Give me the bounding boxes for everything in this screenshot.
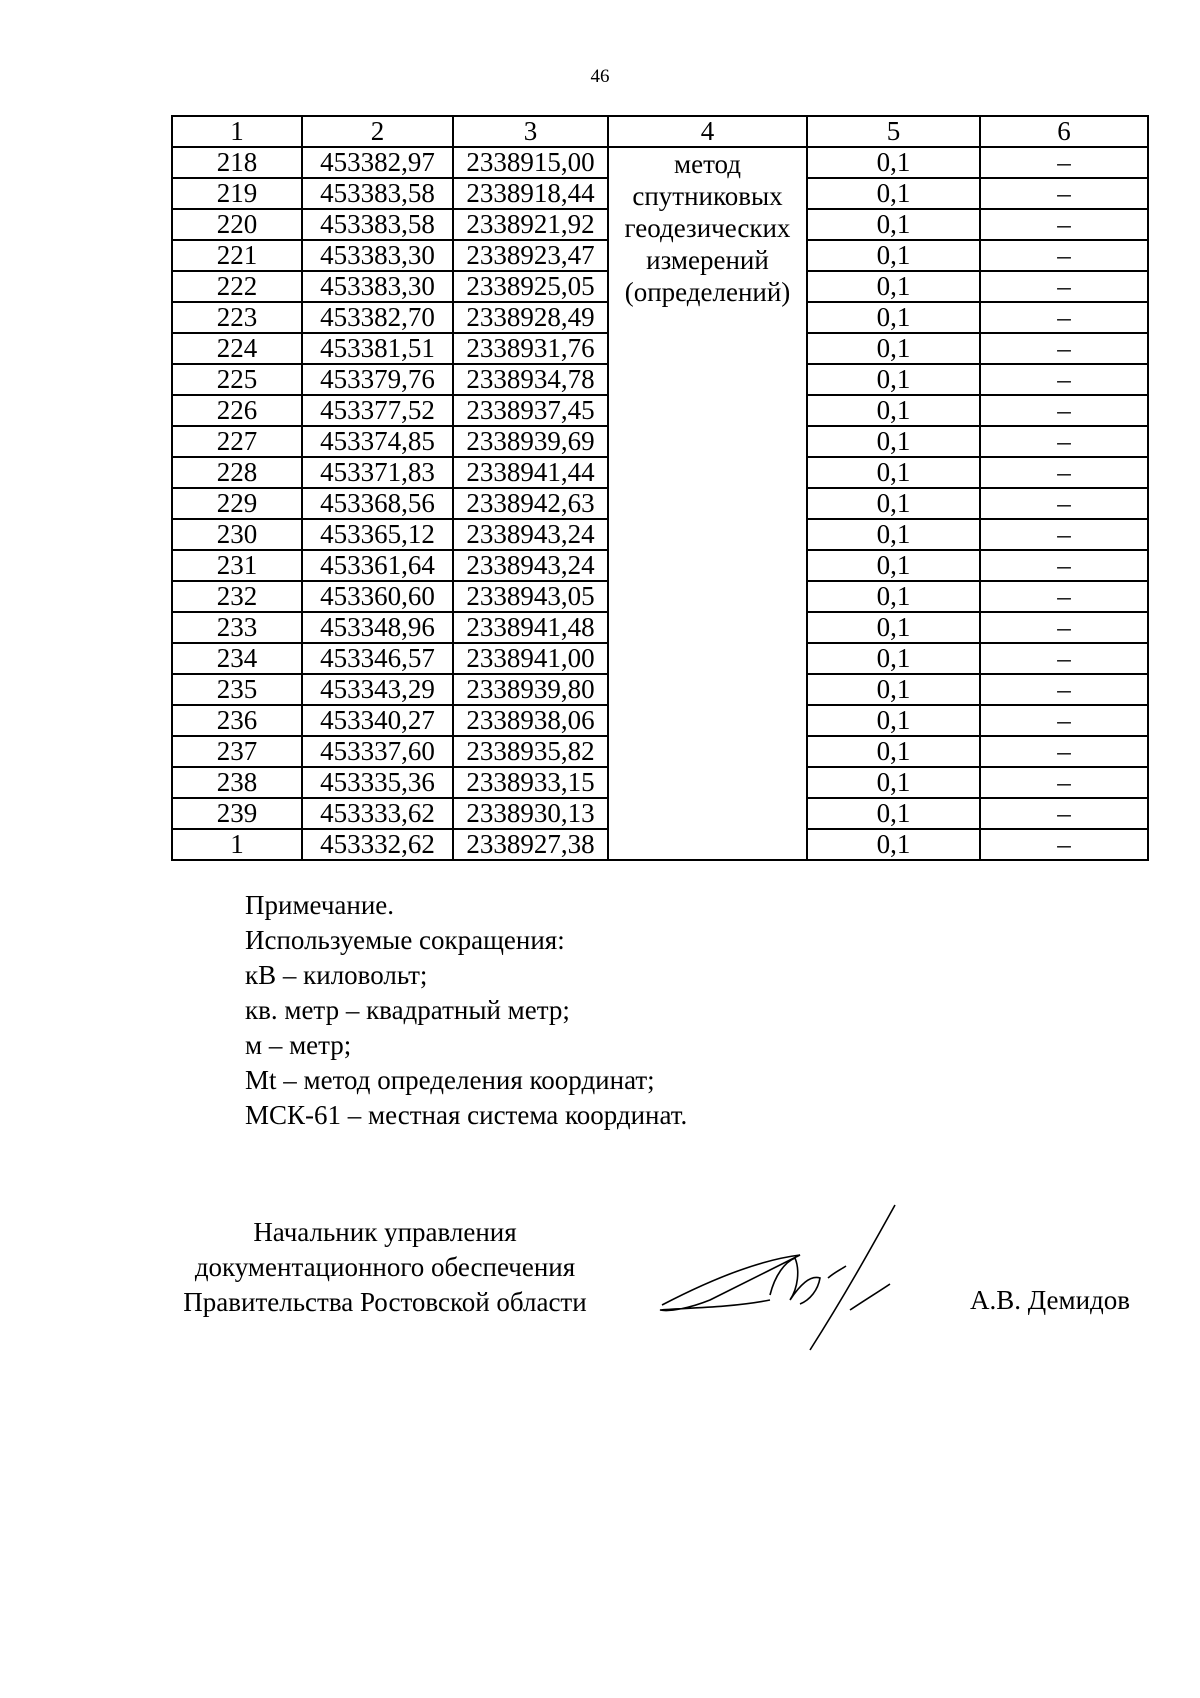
accuracy-cell: 0,1 [807,519,980,550]
note-cell: – [980,302,1148,333]
x-coordinate-cell: 453368,56 [302,488,453,519]
point-number-cell: 220 [172,209,302,240]
accuracy-cell: 0,1 [807,395,980,426]
signatory-name: А.В. Демидов [970,1285,1131,1315]
notes-line: Mt – метод определения координат; [245,1065,655,1095]
accuracy-cell: 0,1 [807,302,980,333]
point-number-cell: 224 [172,333,302,364]
method-line: спутниковых [632,181,783,211]
note-cell: – [980,767,1148,798]
accuracy-cell: 0,1 [807,178,980,209]
x-coordinate-cell: 453382,70 [302,302,453,333]
signatory-title [160,1215,610,1320]
y-coordinate-cell: 2338943,05 [453,581,608,612]
x-coordinate-cell: 453335,36 [302,767,453,798]
header-cell: 5 [807,116,980,147]
notes-line: кв. метр – квадратный метр; [245,995,570,1025]
y-coordinate-cell: 2338918,44 [453,178,608,209]
note-cell: – [980,612,1148,643]
point-number-cell: 218 [172,147,302,178]
note-cell: – [980,798,1148,829]
accuracy-cell: 0,1 [807,240,980,271]
x-coordinate-cell: 453332,62 [302,829,453,860]
notes-line: м – метр; [245,1030,352,1060]
x-coordinate-cell: 453337,60 [302,736,453,767]
y-coordinate-cell: 2338927,38 [453,829,608,860]
y-coordinate-cell: 2338931,76 [453,333,608,364]
accuracy-cell: 0,1 [807,271,980,302]
point-number-cell: 237 [172,736,302,767]
accuracy-cell: 0,1 [807,736,980,767]
note-cell: – [980,178,1148,209]
accuracy-cell: 0,1 [807,209,980,240]
y-coordinate-cell: 2338915,00 [453,147,608,178]
accuracy-cell: 0,1 [807,643,980,674]
point-number-cell: 231 [172,550,302,581]
x-coordinate-cell: 453348,96 [302,612,453,643]
page-number: 46 [590,66,610,87]
signatory-title-line: документационного обеспечения [194,1252,576,1282]
notes-line: Используемые сокращения: [245,925,565,955]
note-cell: – [980,674,1148,705]
point-number-cell: 222 [172,271,302,302]
method-line: геодезических [624,213,791,243]
point-number-cell: 227 [172,426,302,457]
point-number-cell: 234 [172,643,302,674]
x-coordinate-cell: 453379,76 [302,364,453,395]
method-line: метод [674,149,741,179]
method-cell [608,147,807,860]
table-body [172,147,1148,860]
note-cell: – [980,519,1148,550]
note-cell: – [980,333,1148,364]
x-coordinate-cell: 453340,27 [302,705,453,736]
header-cell: 4 [608,116,807,147]
table-row [172,147,1148,178]
notes-heading: Примечание. [245,890,395,920]
note-cell: – [980,829,1148,860]
y-coordinate-cell: 2338925,05 [453,271,608,302]
notes-line: кВ – киловольт; [245,960,428,990]
point-number-cell: 223 [172,302,302,333]
y-coordinate-cell: 2338939,80 [453,674,608,705]
accuracy-cell: 0,1 [807,364,980,395]
point-number-cell: 221 [172,240,302,271]
table-header-row [172,116,1148,147]
x-coordinate-cell: 453377,52 [302,395,453,426]
accuracy-cell: 0,1 [807,426,980,457]
x-coordinate-cell: 453383,58 [302,209,453,240]
point-number-cell: 1 [172,829,302,860]
header-cell: 6 [980,116,1148,147]
accuracy-cell: 0,1 [807,674,980,705]
y-coordinate-cell: 2338934,78 [453,364,608,395]
note-cell: – [980,240,1148,271]
point-number-cell: 219 [172,178,302,209]
y-coordinate-cell: 2338933,15 [453,767,608,798]
note-cell: – [980,550,1148,581]
point-number-cell: 236 [172,705,302,736]
notes-line: МСК-61 – местная система координат. [245,1100,688,1130]
note-cell: – [980,209,1148,240]
point-number-cell: 235 [172,674,302,705]
note-cell: – [980,271,1148,302]
y-coordinate-cell: 2338937,45 [453,395,608,426]
x-coordinate-cell: 453383,30 [302,240,453,271]
note-cell: – [980,147,1148,178]
point-number-cell: 238 [172,767,302,798]
x-coordinate-cell: 453360,60 [302,581,453,612]
x-coordinate-cell: 453333,62 [302,798,453,829]
note-cell: – [980,488,1148,519]
note-cell: – [980,705,1148,736]
y-coordinate-cell: 2338928,49 [453,302,608,333]
y-coordinate-cell: 2338930,13 [453,798,608,829]
x-coordinate-cell: 453383,58 [302,178,453,209]
accuracy-cell: 0,1 [807,147,980,178]
accuracy-cell: 0,1 [807,829,980,860]
header-cell: 2 [302,116,453,147]
y-coordinate-cell: 2338938,06 [453,705,608,736]
y-coordinate-cell: 2338935,82 [453,736,608,767]
note-cell: – [980,736,1148,767]
accuracy-cell: 0,1 [807,798,980,829]
point-number-cell: 225 [172,364,302,395]
point-number-cell: 233 [172,612,302,643]
note-cell: – [980,643,1148,674]
note-cell: – [980,581,1148,612]
point-number-cell: 230 [172,519,302,550]
method-line: измерений [646,245,769,275]
coordinates-table [171,115,1149,861]
y-coordinate-cell: 2338942,63 [453,488,608,519]
x-coordinate-cell: 453381,51 [302,333,453,364]
accuracy-cell: 0,1 [807,612,980,643]
x-coordinate-cell: 453365,12 [302,519,453,550]
note-cell: – [980,395,1148,426]
accuracy-cell: 0,1 [807,550,980,581]
signatory-title-line: Начальник управления [253,1217,517,1247]
header-cell: 3 [453,116,608,147]
accuracy-cell: 0,1 [807,581,980,612]
point-number-cell: 229 [172,488,302,519]
x-coordinate-cell: 453371,83 [302,457,453,488]
point-number-cell: 239 [172,798,302,829]
y-coordinate-cell: 2338939,69 [453,426,608,457]
y-coordinate-cell: 2338943,24 [453,550,608,581]
header-cell: 1 [172,116,302,147]
y-coordinate-cell: 2338941,48 [453,612,608,643]
note-cell: – [980,364,1148,395]
signatory-title-line: Правительства Ростовской области [183,1287,587,1317]
handwritten-signature [650,1200,940,1360]
x-coordinate-cell: 453383,30 [302,271,453,302]
y-coordinate-cell: 2338943,24 [453,519,608,550]
accuracy-cell: 0,1 [807,767,980,798]
x-coordinate-cell: 453343,29 [302,674,453,705]
note-cell: – [980,426,1148,457]
accuracy-cell: 0,1 [807,333,980,364]
y-coordinate-cell: 2338921,92 [453,209,608,240]
accuracy-cell: 0,1 [807,705,980,736]
point-number-cell: 226 [172,395,302,426]
y-coordinate-cell: 2338923,47 [453,240,608,271]
notes-block [245,888,687,1133]
y-coordinate-cell: 2338941,44 [453,457,608,488]
x-coordinate-cell: 453382,97 [302,147,453,178]
note-cell: – [980,457,1148,488]
point-number-cell: 232 [172,581,302,612]
y-coordinate-cell: 2338941,00 [453,643,608,674]
point-number-cell: 228 [172,457,302,488]
x-coordinate-cell: 453374,85 [302,426,453,457]
method-line: (определений) [624,277,791,307]
x-coordinate-cell: 453346,57 [302,643,453,674]
x-coordinate-cell: 453361,64 [302,550,453,581]
accuracy-cell: 0,1 [807,488,980,519]
accuracy-cell: 0,1 [807,457,980,488]
